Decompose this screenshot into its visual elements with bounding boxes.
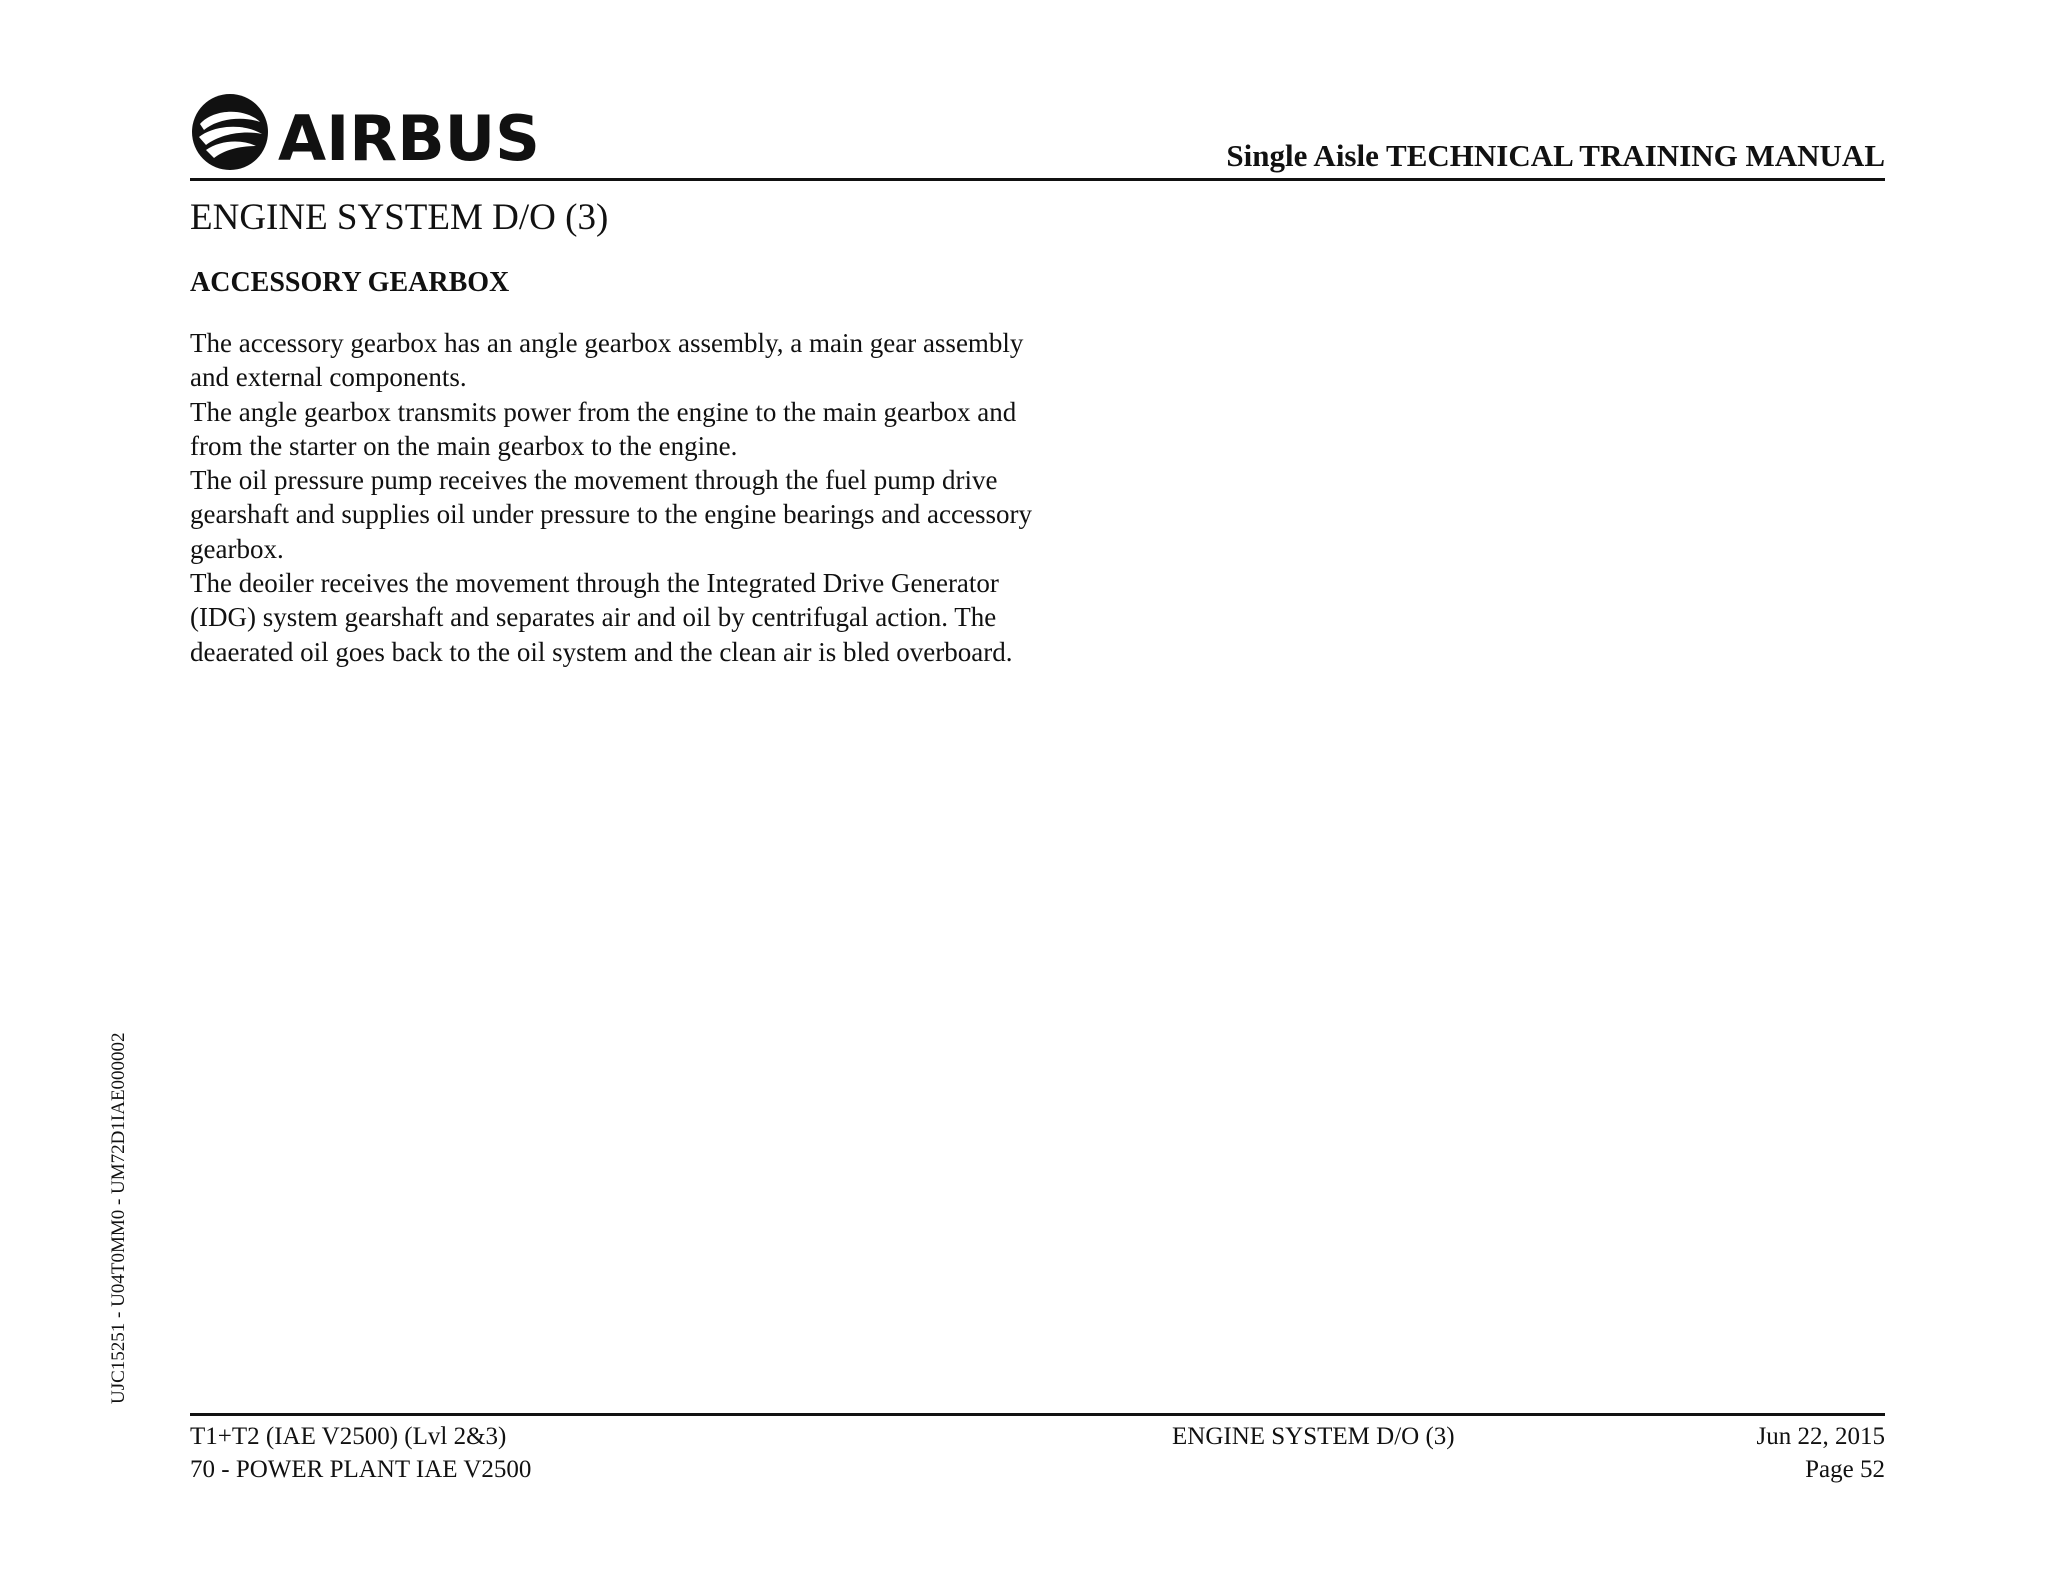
footer-page-number: Page 52 — [1805, 1456, 1885, 1483]
footer-center — [1172, 1420, 1455, 1453]
paragraph: The accessory gearbox has an angle gearbox assembly, a main gear assembly and external components. — [190, 328, 1024, 393]
manual-title: Single Aisle TECHNICAL TRAINING MANUAL — [1226, 138, 1885, 173]
footer-course: T1+T2 (IAE V2500) (Lvl 2&3) — [190, 1423, 507, 1450]
footer-chapter: 70 - POWER PLANT IAE V2500 — [190, 1456, 532, 1483]
footer-date: Jun 22, 2015 — [1756, 1423, 1885, 1450]
paragraph: The deoiler receives the movement through the Integrated Drive Generator (IDG) system gearshaft and separates air and oil by centrifugal action. The deaerated oil goes back to the oil system and the clean air is bled overboard. — [190, 568, 1013, 667]
airbus-swirl-icon — [190, 90, 550, 174]
section-heading: ACCESSORY GEARBOX — [190, 267, 510, 298]
footer-divider — [190, 1413, 1885, 1416]
header-divider — [190, 178, 1885, 181]
page-title: ENGINE SYSTEM D/O (3) — [190, 197, 609, 238]
paragraph: The oil pressure pump receives the movement through the fuel pump drive gearshaft and supplies oil under pressure to the engine bearings and accessory gearbox. — [190, 465, 1032, 564]
airbus-logo — [190, 90, 550, 174]
paragraph: The angle gearbox transmits power from the engine to the main gearbox and from the starter on the main gearbox to the engine. — [190, 396, 1017, 461]
footer-topic: ENGINE SYSTEM D/O (3) — [1172, 1423, 1455, 1450]
document-code: UJC15251 - U04T0MM0 - UM72D1IAE000002 — [108, 1032, 129, 1404]
footer-right — [1757, 1420, 1885, 1486]
body-text — [190, 326, 1040, 669]
footer-left — [190, 1420, 531, 1486]
brand-wordmark: AIRBUS — [278, 102, 540, 174]
